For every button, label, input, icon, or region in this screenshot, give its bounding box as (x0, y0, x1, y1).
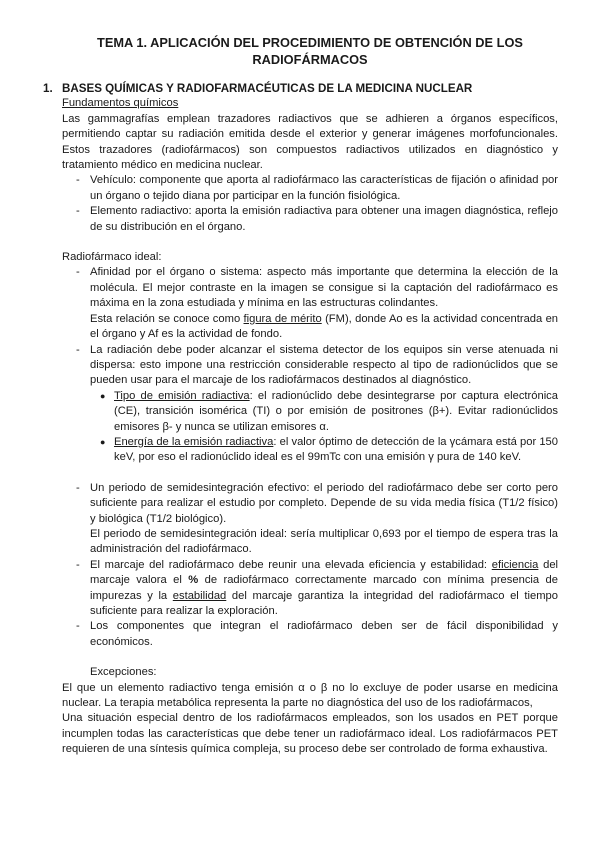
list-item (62, 204, 558, 235)
list-item (62, 481, 558, 527)
dash-bullet: - (76, 620, 80, 633)
ideal-heading: Radiofármaco ideal: (62, 251, 162, 264)
exceptions-paragraph: El que un elemento radiactivo tenga emisión α o β no lo excluye de poder usarse en medicina nuclear. La terapia metabólica representa la parte no diagnóstica del uso de los radiofármacos, (62, 681, 558, 710)
figura-de-merito-term: figura de mérito (243, 312, 322, 325)
list-item (62, 343, 558, 389)
list-item-text: de radiofármaco correctamente marcado con mínima presencia de impurezas y la (90, 574, 558, 602)
list-item-text: Vehículo: componente que aporta al radiofármaco las características de fijación o afinidad por un órgano o tejido diana por participar en la función fisiológica. (90, 174, 558, 202)
list-item-text: Un periodo de semidesintegración efectivo: el periodo del radiofármaco debe ser corto pero suficiente para realizar el estudio por completo. Depende de su vida media física (T1/2 físico) y biológica (T1/2 biológico). (90, 481, 558, 525)
list-item-text: El marcaje del radiofármaco debe reunir una elevada eficiencia y estabilidad: (90, 558, 488, 571)
section-number: 1. (43, 82, 53, 95)
dash-bullet: - (76, 481, 80, 494)
dash-bullet: - (76, 174, 80, 187)
indented-note (62, 312, 558, 343)
list-item-text: del marcaje valora el (90, 558, 559, 587)
exceptions-heading: Excepciones: (90, 666, 157, 679)
list-item-text: Afinidad por el órgano o sistema: aspecto más importante que determina la elección de la molécula. El mejor contraste en la imagen se consigue si la captación del radiofármaco es máxima en la zona estudiada y mínima en las estructuras colindantes. (90, 266, 558, 310)
dot-bullet: ● (100, 436, 106, 447)
percent-symbol: % (188, 574, 199, 587)
list-item-text: Los componentes que integran el radiofármaco deben ser de fácil disponibilidad y económicos. (90, 620, 558, 648)
emission-energy-term: Energía de la emisión radiactiva (114, 435, 274, 448)
dot-bullet: ● (100, 390, 106, 401)
dash-bullet: - (76, 266, 80, 279)
sub-list-text: : el radionúclido debe desintegrarse por captura electrónica (CE), transición isomérica (TI) o por emisión de positrones (β+). Evitar radionúclidos emisores β- y nunca se utilizan emisores α. (114, 389, 559, 433)
list-item-text: La radiación debe poder alcanzar el sistema detector de los equipos sin verse atenuada ni dispersa: esto impone una restricción considerable respecto al tipo de radionúclidos que se pueden usar para el marcaje de los radiofármacos destinados al diagnóstico. (90, 343, 558, 387)
list-item (62, 173, 558, 204)
emission-type-term: Tipo de emisión radiactiva (114, 389, 250, 402)
section-heading (43, 81, 577, 96)
section-heading-text: BASES QUÍMICAS Y RADIOFARMACÉUTICAS DE LA MEDICINA NUCLEAR (62, 82, 473, 95)
note-text: (FM), donde Ao es la actividad concentrada en el órgano y Af es la actividad de fondo. (90, 312, 559, 341)
page-title: TEMA 1. APLICACIÓN DEL PROCEDIMIENTO DE OBTENCIÓN DE LOS RADIOFÁRMACOS (97, 35, 523, 67)
list-item (62, 619, 558, 650)
dash-bullet: - (76, 205, 80, 218)
subheading: Fundamentos químicos (62, 97, 179, 110)
exceptions-paragraph: Una situación especial dentro de los radiofármacos empleados, son los usados en PET porque incumplen todas las características que debe tener un radiofármaco ideal. Los radiofármacos PET requieren de una síntesis química compleja, su proceso debe ser controlado de forma exhaustiva. (62, 712, 558, 756)
document-page (43, 35, 559, 758)
dash-bullet: - (76, 343, 80, 356)
list-item (62, 558, 558, 620)
sub-list-text: : el valor óptimo de detección de la γcámara está por 150 keV, por eso el radionúclido ideal es el 99mTc con una emisión γ pura de 140 keV. (114, 435, 558, 464)
intro-paragraph: Las gammagrafías emplean trazadores radiactivos que se adhieren a órganos específicos, permitiendo captar su radiación emitida desde el exterior y generar imágenes morfofuncionales. Estos trazadores (radiofármacos) son compuestos radiactivos utilizados en diagnóstico y tratamiento médico en medicina nuclear. (62, 112, 558, 172)
list-item-text: Elemento radiactivo: aporta la emisión radiactiva para obtener una imagen diagnóstica, reflejo de su distribución en el órgano. (90, 205, 558, 233)
sub-list-item (62, 435, 558, 466)
eficiencia-term: eficiencia (491, 558, 539, 571)
list-item (62, 265, 558, 311)
list-item-text: del marcaje garantiza la integridad del radiofármaco el tiempo suficiente para realizar la exploración. (90, 589, 558, 617)
note-text: Esta relación se conoce como (90, 312, 241, 325)
estabilidad-term: estabilidad (172, 589, 227, 602)
sub-list-item (62, 389, 558, 435)
dash-bullet: - (76, 558, 80, 571)
indented-note: El periodo de semidesintegración ideal: sería multiplicar 0,693 por el tiempo de espera tras la administración del radiofármaco. (90, 527, 558, 556)
